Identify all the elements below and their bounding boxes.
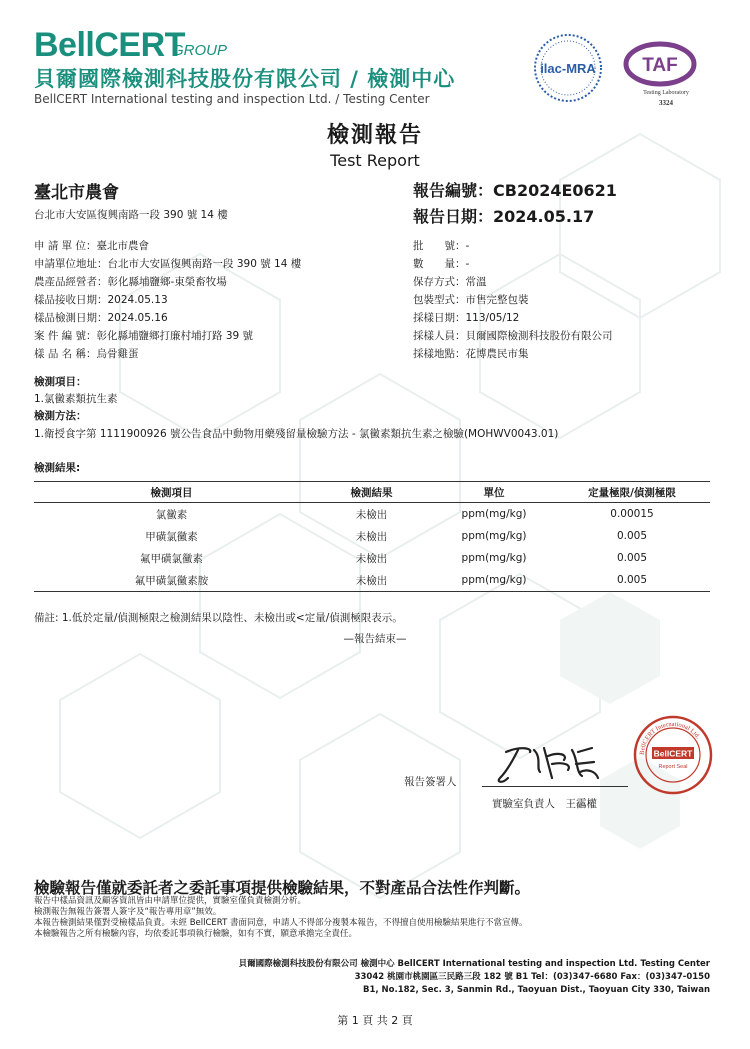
info-value: 2024.05.16 [107, 312, 168, 324]
cell-unit: ppm(mg/kg) [461, 552, 527, 564]
notes-block [34, 896, 527, 940]
info-row [413, 237, 613, 255]
info-label: 數 量： [413, 258, 466, 270]
report-seal-icon [632, 714, 714, 796]
info-label: 農產品經營者： [34, 276, 108, 288]
info-value: 台北市大安區復興南路一段 390 號 14 樓 [107, 258, 302, 270]
test-method-label: 檢測方法： [34, 410, 87, 422]
taf-sub: Testing Laboratory [643, 90, 689, 96]
info-value: 彰化縣埔鹽鄉打廉村埔打路 39 號 [96, 330, 254, 342]
info-row [34, 327, 301, 345]
info-label: 樣品接收日期： [34, 294, 108, 306]
cell-result: 未檢出 [355, 530, 388, 543]
report-title-en: Test Report [330, 151, 420, 170]
info-label: 採樣日期： [413, 312, 466, 324]
cell-limit: 0.005 [616, 530, 648, 542]
info-label: 案 件 編 號： [34, 330, 97, 342]
col-header-unit: 單位 [434, 482, 554, 503]
test-method-value: 1.衛授食字第 1111900926 號公告食品中動物用藥殘留量檢驗方法 - 氯黴素類抗生素之檢驗(MOHWV0043.01) [34, 428, 559, 440]
info-label: 申 請 單 位： [34, 240, 97, 252]
client-name: 臺北市農會 [34, 183, 119, 203]
info-value: 113/05/12 [465, 312, 520, 324]
signature-line [482, 786, 628, 787]
info-value: 市售完整包裝 [465, 294, 529, 306]
info-row [413, 255, 613, 273]
cell-item: 甲磺氯黴素 [145, 530, 198, 543]
info-value: - [465, 240, 470, 252]
table-row [34, 547, 710, 569]
info-label: 採樣人員： [413, 330, 466, 342]
cell-limit: 0.005 [554, 569, 710, 592]
col-header-item: 檢測項目 [34, 482, 309, 503]
info-value: 常溫 [465, 276, 487, 288]
company-name-zh: 貝爾國際檢測科技股份有限公司 / 檢測中心 [34, 67, 456, 91]
cell-result: 未檢出 [309, 569, 434, 592]
footer-address [239, 958, 710, 997]
end-of-report: —報告結束— [343, 633, 407, 645]
info-row [413, 291, 613, 309]
results-table [34, 481, 710, 592]
cell-result: 未檢出 [355, 552, 388, 565]
report-date: 報告日期：2024.05.17 [413, 207, 595, 226]
table-header-row [34, 482, 710, 503]
taf-number: 3324 [659, 99, 673, 107]
info-row [413, 327, 613, 345]
info-left-block [34, 237, 301, 363]
footer-line: 33042 桃園市桃園區三民路三段 182 號 B1 Tel：(03)347-6680 Fax：(03)347-0150 [354, 972, 710, 982]
info-row [413, 345, 613, 363]
cell-limit: 0.00015 [610, 508, 654, 520]
company-name-en: BellCERT International testing and inspection Ltd. / Testing Center [34, 92, 430, 106]
client-address: 台北市大安區復興南路一段 390 號 14 樓 [34, 209, 228, 221]
ilac-mra-logo-icon [532, 32, 604, 104]
info-label: 申請單位地址： [34, 258, 108, 270]
footer-line: B1, No.182, Sec. 3, Sanmin Rd., Taoyuan Dist., Taoyuan City 330, Taiwan [362, 985, 710, 995]
report-title-zh: 檢測報告 [326, 123, 423, 148]
note-line: 本檢驗報告之所有檢驗內容，均依委託事項執行檢驗，如有不實，願意承擔完全責任。 [34, 929, 358, 939]
note-line: 檢測報告無報告簽署人簽字及“報告專用章”無效。 [34, 907, 222, 917]
info-value: 臺北市農會 [96, 240, 150, 252]
table-row [34, 569, 710, 592]
info-value: 貝爾國際檢測科技股份有限公司 [465, 330, 613, 342]
test-items-label: 檢測項目： [34, 376, 87, 388]
cell-item: 氯黴素 [155, 508, 188, 521]
cell-limit: 0.005 [616, 552, 648, 564]
info-label: 樣品檢測日期： [34, 312, 108, 324]
info-label: 保存方式： [413, 276, 466, 288]
ilac-text: ilac-MRA [540, 61, 596, 76]
cell-unit: ppm(mg/kg) [434, 569, 554, 592]
info-value: - [465, 258, 470, 270]
table-row [34, 503, 710, 526]
results-label: 檢測結果: [34, 462, 81, 474]
page-number: 第 1 頁 共 2 頁 [337, 1014, 413, 1027]
logo-group-text: GROUP [172, 42, 228, 59]
company-logo: BellCERT [34, 26, 185, 64]
test-items-value: 1.氯黴素類抗生素 [34, 393, 118, 405]
info-row [34, 309, 301, 327]
taf-text: TAF [642, 55, 678, 76]
info-row [413, 309, 613, 327]
col-header-limit: 定量極限/偵測極限 [554, 482, 710, 503]
info-right-block [413, 237, 613, 363]
seal-name: BellCERT [653, 748, 693, 759]
disclaimer: 檢驗報告僅就委託者之委託事項提供檢驗結果，不對產品合法性作判斷。 [34, 879, 531, 897]
table-row [34, 525, 710, 547]
note-line: 本報告檢測結果僅對受檢樣品負責。未經 BellCERT 書面同意，申請人不得部分複製本報告，不得擅自使用檢驗結果進行不當宣傳。 [34, 918, 528, 928]
cell-item: 氟甲磺氯黴素胺 [34, 569, 309, 592]
seal-sub: Report Seal [658, 764, 688, 770]
info-row [34, 345, 301, 363]
info-value: 烏骨雞蛋 [96, 348, 139, 360]
signatory-label: 報告簽署人 [404, 776, 457, 788]
info-value: 花博農民市集 [465, 348, 529, 360]
report-number: 報告編號：CB2024E0621 [413, 181, 617, 200]
handwritten-signature-icon [492, 738, 602, 788]
info-row [34, 273, 301, 291]
info-label: 批 號： [413, 240, 466, 252]
info-row [413, 273, 613, 291]
note-line: 報告中樣品資訊及顧客資訊皆由申請單位提供，實驗室僅負責檢測分析。 [34, 896, 307, 906]
cell-unit: ppm(mg/kg) [461, 508, 527, 520]
info-value: 2024.05.13 [107, 294, 168, 306]
info-label: 樣 品 名 稱： [34, 348, 97, 360]
footer-line: 貝爾國際檢測科技股份有限公司 檢測中心 BellCERT International testing and inspection Ltd. Testing Center [238, 959, 710, 969]
info-value: 彰化縣埔鹽鄉-東榮畜牧場 [107, 276, 227, 288]
info-row [34, 255, 301, 273]
signatory-role: 實驗室負責人 王靏權 [492, 798, 597, 810]
info-label: 採樣地點： [413, 348, 466, 360]
remark: 備註: 1.低於定量/偵測極限之檢測結果以陰性、未檢出或<定量/偵測極限表示。 [34, 612, 403, 624]
info-row [34, 237, 301, 255]
info-label: 包裝型式： [413, 294, 466, 306]
info-row [34, 291, 301, 309]
cell-result: 未檢出 [355, 508, 388, 521]
col-header-result: 檢測結果 [309, 482, 434, 503]
taf-logo-icon [620, 38, 700, 110]
cell-unit: ppm(mg/kg) [461, 530, 527, 542]
cell-item: 氟甲磺氯黴素 [140, 552, 203, 565]
seal-ring-text: BellCERT International Ltd. [638, 720, 702, 756]
